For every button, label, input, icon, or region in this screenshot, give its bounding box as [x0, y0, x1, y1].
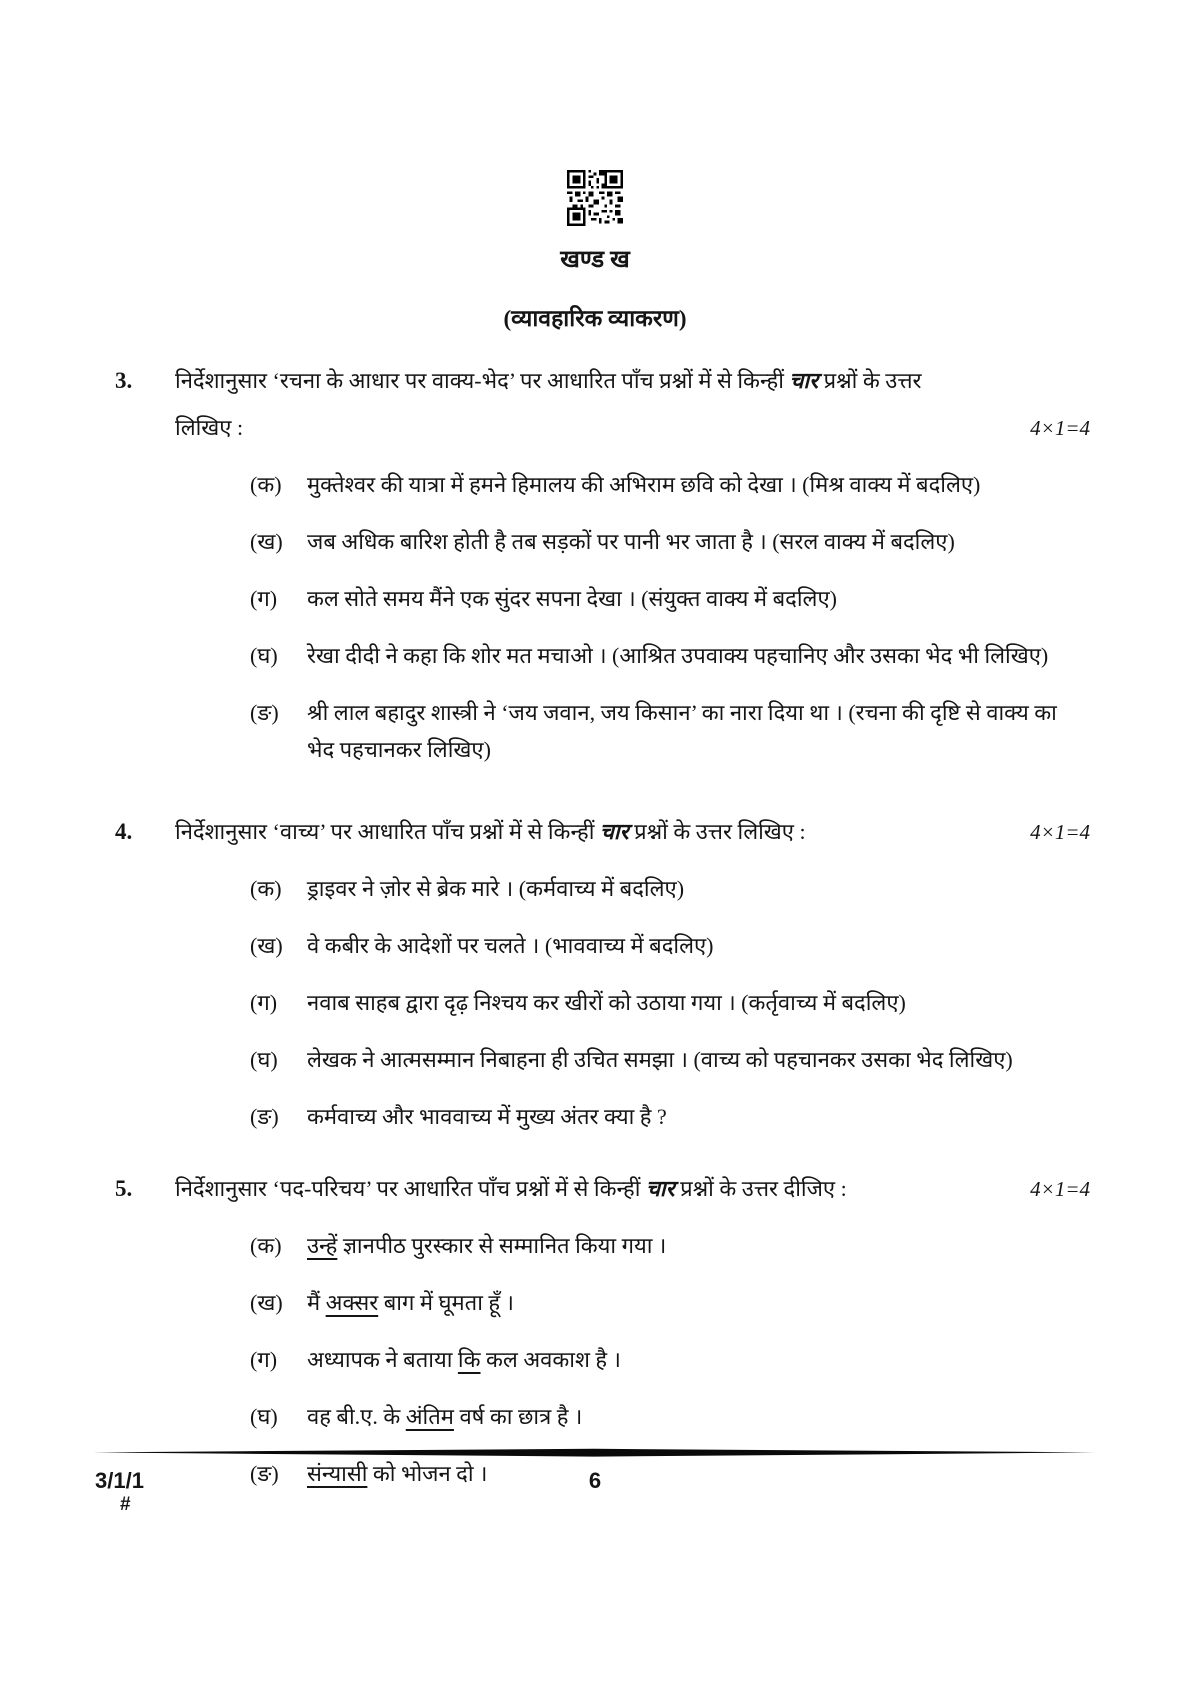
sub-label: (ख) — [250, 1290, 283, 1315]
sub-text — [307, 523, 1075, 560]
question-3-intro-post: प्रश्नों के उत्तर — [818, 368, 922, 393]
question-3-number: 3. — [115, 368, 133, 393]
sub-text — [307, 637, 1075, 674]
question-4-sub-e — [250, 1098, 1075, 1135]
sub-label: (ङ) — [250, 1104, 279, 1129]
sub-text-underlined: संन्यासी — [307, 1461, 368, 1486]
question-5-sub-a — [250, 1227, 1075, 1264]
sub-text — [307, 1098, 1075, 1135]
question-4-sub-d — [250, 1041, 1075, 1078]
sub-text-pre: वह बी.ए. के — [307, 1404, 406, 1429]
question-3-text — [175, 363, 1090, 446]
sub-text-pre: नवाब साहब द्वारा दृढ़ निश्चय कर खीरों को उठाया गया । (कर्तृवाच्य में बदलिए) — [307, 990, 906, 1015]
sub-text-underlined: अंतिम — [405, 1404, 454, 1429]
sub-text-pre: रेखा दीदी ने कहा कि शोर मत मचाओ । (आश्रित उपवाक्य पहचानिए और उसका भेद भी लिखिए) — [307, 643, 1049, 668]
sub-label: (घ) — [250, 643, 278, 668]
question-5-marks: 4×1=4 — [1030, 1177, 1090, 1201]
sub-text — [307, 984, 1075, 1021]
question-5-sub-d — [250, 1398, 1075, 1435]
sub-label: (क) — [250, 472, 282, 497]
sub-label: (ङ) — [250, 1461, 279, 1486]
question-5-text — [175, 1171, 1090, 1207]
sub-text-post: कल अवकाश है । — [480, 1347, 621, 1372]
page-footer — [0, 1448, 1190, 1528]
sub-text-pre: कल सोते समय मैंने एक सुंदर सपना देखा । (संयुक्त वाक्य में बदलिए) — [307, 586, 837, 611]
sub-text — [307, 1227, 1075, 1264]
question-5-intro-bold: चार — [645, 1176, 675, 1201]
sub-text — [307, 1284, 1075, 1321]
sub-text-underlined: कि — [457, 1347, 481, 1372]
question-4-marks: 4×1=4 — [1030, 820, 1090, 844]
sub-text-underlined: अक्सर — [325, 1290, 379, 1315]
question-4-number: 4. — [115, 819, 133, 844]
sub-text-pre: ड्राइवर ने ज़ोर से ब्रेक मारे । (कर्मवाच्य में बदलिए) — [307, 876, 685, 901]
section-subtitle: (व्यावहारिक व्याकरण) — [503, 306, 687, 331]
question-3-sub-d — [250, 637, 1075, 674]
sub-text-underlined: उन्हें — [307, 1233, 338, 1258]
sub-text — [307, 870, 1075, 907]
question-5-number: 5. — [115, 1176, 133, 1201]
sub-text-post: ज्ञानपीठ पुरस्कार से सम्मानित किया गया । — [337, 1233, 667, 1258]
sub-text-pre: मैं — [307, 1290, 326, 1315]
question-3-sub-a — [250, 466, 1075, 503]
sub-text — [307, 694, 1075, 768]
question-3-intro-bold: चार — [789, 368, 819, 393]
sub-label: (ङ) — [250, 700, 279, 725]
question-4-intro-post: प्रश्नों के उत्तर लिखिए : — [628, 819, 806, 844]
question-5-intro-pre: निर्देशानुसार ‘पद-परिचय’ पर आधारित पाँच प्रश्नों में से किन्हीं — [175, 1176, 646, 1201]
sub-text-pre: वे कबीर के आदेशों पर चलते । (भाववाच्य में बदलिए) — [307, 933, 714, 958]
section-title: खण्ड ख — [560, 247, 630, 273]
question-3-marks: 4×1=4 — [1030, 416, 1090, 440]
sub-text — [307, 1398, 1075, 1435]
qr-code-icon — [567, 170, 623, 226]
hash-mark: # — [120, 1494, 131, 1515]
question-4-text — [175, 814, 1090, 850]
question-3-sub-b — [250, 523, 1075, 560]
sub-label: (घ) — [250, 1404, 278, 1429]
sub-label: (घ) — [250, 1047, 278, 1072]
sub-text-pre: जब अधिक बारिश होती है तब सड़कों पर पानी भर जाता है । (सरल वाक्य में बदलिए) — [307, 529, 955, 554]
sub-label: (ग) — [250, 990, 278, 1015]
sub-text-pre: लेखक ने आत्मसम्मान निबाहना ही उचित समझा । (वाच्य को पहचानकर उसका भेद लिखिए) — [307, 1047, 1013, 1072]
question-4-sub-a — [250, 870, 1075, 907]
sub-text-pre: कर्मवाच्य और भाववाच्य में मुख्य अंतर क्या है ? — [307, 1104, 667, 1129]
sub-label: (ख) — [250, 933, 283, 958]
sub-text-post: बाग में घूमता हूँ । — [378, 1290, 514, 1315]
sub-text-post: वर्ष का छात्र है । — [453, 1404, 583, 1429]
sub-text — [307, 580, 1075, 617]
question-3-sub-c — [250, 580, 1075, 617]
footer-row — [0, 1468, 1190, 1528]
sub-text — [307, 466, 1075, 503]
question-3-intro-line2: लिखिए : — [175, 415, 244, 440]
sub-label: (ख) — [250, 529, 283, 554]
question-5 — [115, 1171, 1090, 1207]
sub-label: (ग) — [250, 1347, 278, 1372]
question-3 — [115, 363, 1090, 446]
sub-label: (क) — [250, 876, 282, 901]
sub-text-post: को भोजन दो । — [367, 1461, 488, 1486]
question-5-sub-b — [250, 1284, 1075, 1321]
question-3-sub-e — [250, 694, 1075, 768]
question-5-sub-c — [250, 1341, 1075, 1378]
sub-text — [307, 1041, 1075, 1078]
question-4-intro-pre: निर्देशानुसार ‘वाच्य’ पर आधारित पाँच प्रश्नों में से किन्हीं — [175, 819, 600, 844]
sub-text — [307, 927, 1075, 964]
question-4-sub-b — [250, 927, 1075, 964]
sub-label: (क) — [250, 1233, 282, 1258]
footer-rule — [93, 1448, 1095, 1458]
sub-text-pre: अध्यापक ने बताया — [307, 1347, 458, 1372]
sub-text — [307, 1341, 1075, 1378]
question-4-intro-bold: चार — [599, 819, 629, 844]
question-4 — [115, 814, 1090, 850]
question-4-sub-c — [250, 984, 1075, 1021]
sub-text-pre: मुक्तेश्वर की यात्रा में हमने हिमालय की अभिराम छवि को देखा । (मिश्र वाक्य में बदलिए) — [307, 472, 981, 497]
page-number: 6 — [588, 1468, 602, 1493]
paper-code: 3/1/1 — [95, 1468, 144, 1493]
sub-text-pre: श्री लाल बहादुर शास्त्री ने ‘जय जवान, जय किसान’ का नारा दिया था । (रचना की दृष्टि से वाक्य का भेद पहचानकर लिखिए) — [307, 700, 1057, 762]
question-3-intro-pre: निर्देशानुसार ‘रचना के आधार पर वाक्य-भेद’ पर आधारित पाँच प्रश्नों में से किन्हीं — [175, 368, 790, 393]
sub-label: (ग) — [250, 586, 278, 611]
question-5-intro-post: प्रश्नों के उत्तर दीजिए : — [674, 1176, 847, 1201]
